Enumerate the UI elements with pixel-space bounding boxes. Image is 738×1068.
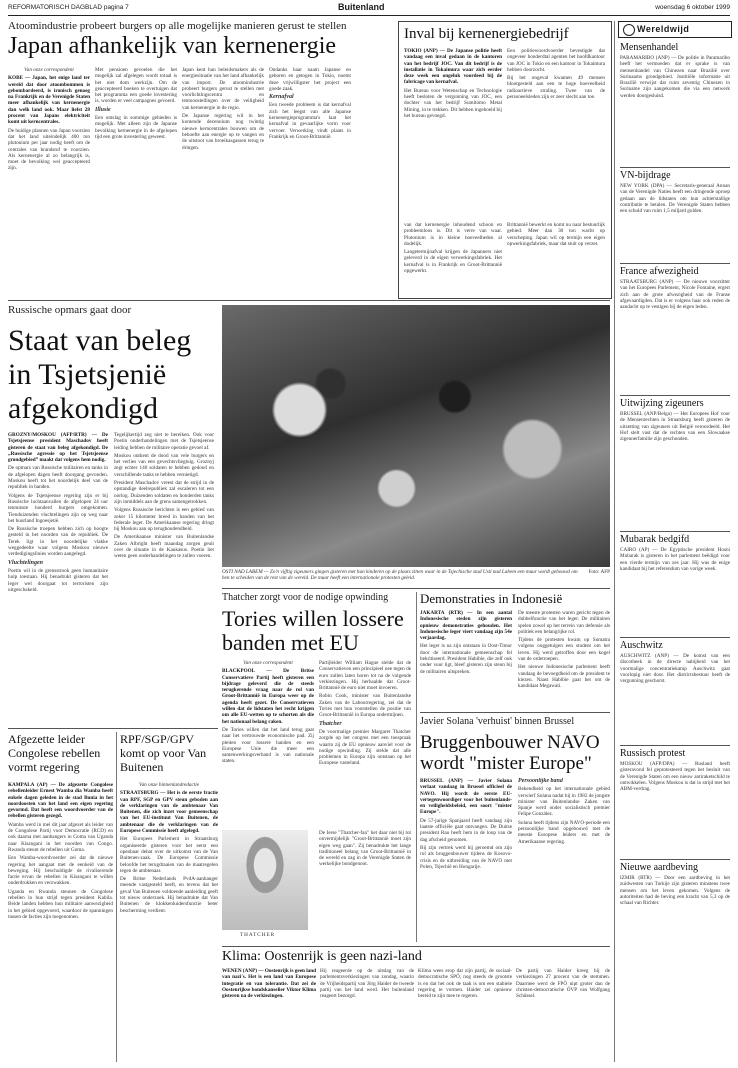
tsjetsjenie-headline: Staat van beleg in Tsjetsjenië afgekondigd: [8, 324, 192, 425]
column-divider: [416, 592, 417, 942]
japan-column-4: [269, 67, 351, 292]
indonesie-lead: JAKARTA (RTR) — In een aantal Indonesische steden zijn gisteren opnieuw demonstraties gehouden. Het Indonesische leger viert vandaag zijn 54e verjaardag.: [420, 610, 512, 642]
sidebar-item-text: NEW YORK (DPA) — Secretaris-generaal Annan van de Verenigde Naties heeft een dringende oproep gedaan aan de lidstaten om hun achterstallige contributie te betalen. De Verenigde Staten hebben een schuld van ruim 1,5 miljard gulden.: [620, 183, 730, 215]
tories-paragraph: Partijleider William Hague stelde dat de Conservatieven een principieel nee tegen de euro zullen laten horen tot na de volgende verkiezingen. Hij herhaalde dat Groot-Brittannië de euro niet moet invoeren.: [319, 660, 411, 692]
afgezette-paragraph: Uganda en Rwanda steunen de Congolese rebellen in hun strijd tegen president Kabila. Beide landen hebben hun militaire aanwezigheid in het gebied opgevoerd, waardoor de spanningen tussen de facties zijn toegenomen.: [8, 888, 113, 920]
tories-lead: BLACKPOOL — De Britse Conservatieve Partij heeft gisteren een bijdrage geleverd die de steeds terugkerende vraag naar de rol van Groot-Brittannië in Europa weer op de agenda heeft gezet. De Conservatieven willen dat de lidstaten het recht krijgen om alle EU-wetten op te schorten als die het nationaal belang raken.: [222, 668, 314, 725]
news-photo-gypsies: [222, 305, 610, 567]
klima-paragraph: Klima wees erop dat zijn partij, de sociaal-democratische SPÖ, nog steeds de grootste is en dat het ook de taak is om een stabiele regering te vormen. Haider zei opnieuw bereid te zijn mee te regeren.: [418, 968, 512, 1000]
sidebar-item-text: BRUSSEL (ANP/Belga) — Het Europees Hof voor de Mensenrechten in Straatsburg heeft gisteren de uitzetting van zigeuners uit België veroordeeld. Het Hof stelt vast dat de rechten van een Slowaakse zigeunerfamilie zijn geschonden.: [620, 411, 730, 443]
indonesie-paragraph: Tijdens de protesten kwam op Sumatra volgens ooggetuigen een student om het leven. Hij werd getroffen door een kogel van de ordetroepen.: [518, 637, 610, 663]
sidebar-divider-line: [620, 167, 730, 168]
rpf-byline: Van onze binnenlandredactie: [138, 782, 200, 788]
inval-column-2: [507, 48, 605, 203]
portrait-caption: THATCHER: [240, 932, 276, 938]
afgezette-paragraph: Wamba werd in mei dit jaar afgezet als leider van de Congolese Partij voor Democratie (RCD) en ook daarna met aanhangers in Goma van Uganda naar Kisangani in het noorden van Congo. Rwanda steunt de rebellen uit Goma.: [8, 821, 113, 853]
tories-subhead: Thatcher: [319, 720, 342, 727]
japan-paragraph: Met pensioen gevoelen die het mogelijk zal afgelegen wordt totaal is het niet dom werkzijn. Om de geaccepteerd boeken te overtuigen dat het programma een goede investering is, worden er veel campagnes gevoerd.: [95, 67, 177, 105]
japan-paragraph: Een omslag in sommige gebieden is mogelijk. Met alleen zijn de Japanse bevolking kernenergie in de afgelopen tijd een grote investering geweest.: [95, 115, 177, 140]
afgezette-lead: KAMPALA (AP) — De afgezette Congolese rebellenleider Ernest Wamba dia Wamba heeft enkele dagen geleden in de stad Bunia in het noordoosten van het land een eigen regering gevormd. Dat heeft een woordvoerder van de rebellen gisteren gezegd.: [8, 782, 113, 820]
photo-credit: Foto: AFP: [588, 569, 610, 575]
indonesie-paragraph: De meeste protesten waren gericht tegen de dubbelfunctie van het leger. De militairen spelen zowel op het terrein van defensie als politiek een belangrijke rol.: [518, 610, 610, 635]
japan-subhead: Illusie: [95, 106, 111, 113]
japan-column-2: [95, 67, 177, 292]
solana-paragraph: De 57-jarige Spanjaard heeft vandaag zijn laatste officiële gaat ontvangen. De Duitse president Rau heeft hem in de loop van de dag afscheid genomen.: [420, 817, 512, 843]
inval-headline: Inval bij kernenergiebedrijf: [404, 26, 569, 42]
klima-column-1: [222, 968, 316, 1062]
inval-column-3: [404, 222, 502, 294]
indonesie-column-1: [420, 610, 512, 708]
sidebar-item-title: VN-bijdrage: [620, 170, 671, 181]
klima-lead: WENEN (ANP) — Oostenrijk is geen land van nazi's. Het is een land van Europese integratie en van tolerantie. Dat zei de Oostenrijkse bondskanselier Viktor Klima gisteren na de verkiezingen.: [222, 968, 316, 1000]
japan-lead: KOBE — Japan, het enige land ter wereld dat door atoombommen is gebombardeerd, is ironisch genoeg na Frankrijk en de Verenigde Staten meer afhankelijk van kernenergie dan welk land ook. Maar liefst 28 procent van Japans elektriciteit komt uit kerncentrales.: [8, 75, 90, 126]
sidebar-item-text: STRAATSBURG (ANP) — De nieuwe voorzitter van het Europees Parlement, Nicole Fontaine, ergert zich aan de grote afwezigheid van de Franse afgevaardigden. Dat is er volgens haar ook reden de aandacht op te vestigen bij de eigen leden.: [620, 279, 730, 311]
tories-byline: Van onze correspondent: [243, 660, 293, 666]
section-divider: [222, 946, 610, 947]
sidebar-item-title: Nieuwe aardbeving: [620, 862, 699, 873]
rpf-lead: STRAATSBURG — Het is de eerste fractie van RPF, SGP en GPV steun geboden aan de verklaringen van de ambtenaar Van Buitenen, die zich inzet voor gemeenschap van het EU-instituut Van Buitenen, de ambtenaar die de verklaringen van de Europese Commissie heeft afgelegd.: [120, 790, 218, 835]
rpf-headline: RPF/SGP/GPV komt op voor Van Buitenen: [120, 732, 207, 774]
sidebar-item-text: PARAMARIBO (ANP) — De politie in Paramaribo heeft het vermoeden dat er sprake is van mensenhandel van Chinezen naar Brazilië over Surinaams grondgebied. Justitiële informatie uit Brazilië verwijst dat ruim zeventig Chinezen in Suriname zijn aangekomen die via een netwerk werden doorgesluisd.: [620, 55, 730, 99]
wereldwijd-logo: [618, 21, 732, 38]
globe-icon: [623, 24, 635, 36]
thatcher-portrait: [222, 830, 308, 930]
japan-headline: Japan afhankelijk van kernenergie: [8, 33, 337, 59]
klima-column-2: [320, 968, 414, 1062]
solana-subhead: Persoonlijke band: [518, 778, 563, 784]
tsjetsjenie-kicker: Russische opmars gaat door: [8, 304, 132, 316]
wereldwijd-label: Wereldwijd: [637, 24, 690, 34]
japan-column-3: [182, 67, 264, 292]
sidebar-item-text: CAIRO (AP) — De Egyptische president Hosni Mubarak is gisteren in het parlement beëdigd voor een vierde termijn van zes jaar. Hij was de enige kandidaat bij het referendum van vorige week.: [620, 547, 730, 572]
header-rule: [8, 15, 730, 16]
solana-column-1: [420, 778, 512, 942]
solana-paragraph: Solana heeft tijdens zijn NAVO-periode een persoonlijke band opgebouwd met de meeste Europese leiders en met de Amerikaanse regering.: [518, 819, 610, 845]
tsjetsjenie-paragraph: De Amerikaanse minister van Buitenlandse Zaken Albright heeft maandag zorgen geuit over de situatie in de Kaukasus. Poetin liet weten geen onderhandelingen te zullen voeren.: [114, 534, 214, 560]
page-header: [8, 4, 730, 14]
sidebar-item-title: Russisch protest: [620, 748, 686, 759]
rpf-paragraph: Het Europees Parlement in Straatsburg organiseerde gisteren voor het eerst een openbaar debat over de uitkomst van de Van Buitenen-zaak. De Europese Commissie beloofde het terugdraaien van de maatregelen tegen de ambtenaar.: [120, 836, 218, 874]
inval-paragraph: Bij het ongeval kwamen 49 mensen blootgesteld aan een te hoge hoeveelheid radioactieve straling. Twee van de personeelsleden zijn er zeer slecht aan toe.: [507, 75, 605, 101]
sidebar-divider-line: [620, 263, 730, 264]
sidebar-item-title: Mensenhandel: [620, 42, 679, 53]
tsjetsjenie-paragraph: Volgens de Tsjetsjeense regering zijn er bij Russische luchtaanvallen de afgelopen 24 uur tenminste honderd burgers omgekomen. Tienduizenden vluchtelingen zijn op weg naar het buurland Ingoesjetië.: [8, 492, 108, 524]
klima-column-3: [418, 968, 512, 1062]
sidebar-item-text: IZMIR (RTR) — Door een aardbeving in het zuidwesten van Turkije zijn gisteren minstens twee mensen om het leven gekomen. Volgens de autoriteiten had de beving een kracht van 5,3 op de schaal van Richter.: [620, 875, 730, 907]
afgezette-headline: Afgezette leider Congolese rebellen vormt regering: [8, 732, 101, 774]
tories-column-3: [319, 830, 411, 938]
japan-paragraph: Ondanks haar naam Japanse en geboren en getogen in Tokio, noemt deze vrijwilligster het project een goede zaak.: [269, 67, 351, 92]
indonesie-headline: Demonstraties in Indonesië: [420, 591, 563, 606]
tsjetsjenie-lead: GROZNY/MOSKOU (AFP/RTR) — De Tsjetsjeense president Maschadov heeft gisteren de staat van beleg afgekondigd. De „Russische agressie op het Tsjetsjeense grondgebied” maakt dat volgens hem nodig.: [8, 432, 108, 464]
indonesie-paragraph: Het nieuwe Indonesische parlement heeft vandaag de bevoegdheid om de president te kiezen. Naast Habibie gaat het om de kandidaat Megawati.: [518, 664, 610, 690]
japan-kicker: Atoomindustrie probeert burgers op alle mogelijke manieren gerust te stellen: [8, 20, 347, 32]
tories-column-1: [222, 660, 314, 826]
sidebar-divider-line: [620, 859, 730, 860]
tsjetsjenie-paragraph: Poetin wil in de grensstrook geen humanitaire hulp toestaan. Hij benadrukt gisteren dat het leger wel doorgaat tot terroristen zijn uitgeschakeld.: [8, 567, 108, 593]
sidebar-divider-line: [620, 745, 730, 746]
klima-column-4: [516, 968, 610, 1062]
inval-paragraph: Brittannië bewerkt en komt nu naar bestuurlijk gebied. Meer dan 30 ton wacht op verscheping. Japan wil op termijn een eigen opwerkingsfabriek, maar dat stuit op verzet.: [507, 222, 605, 247]
tories-paragraph: De Tories willen dat het land terug gaat naar het vertrouwde economische pad. Zij pleiten voor lossere banden en een Europese Unie die meer een samenwerkingsverband is van nationale staten.: [222, 726, 314, 765]
section-divider: [420, 712, 610, 713]
afgezette-paragraph: Een Wamba-woordvoerder zei dat de nieuwe regering het aangaat met de eenheid van de beweging. Hij beschuldigde de rivaliserende factie ervan de rebellen in Kisangani te willen onderdrukken en verzwakken.: [8, 855, 113, 887]
tories-headline: Tories willen lossere banden met EU: [222, 606, 404, 655]
rpf-column: [120, 782, 218, 1062]
solana-lead: BRUSSEL (ANP) — Javier Solana verlaat vandaag in Brussel officieel de NAVO. Hij wordt de eerste EU-vertegenwoordiger voor het buitenlands- en veiligheidsbeleid, een soort "mister Europe".: [420, 778, 512, 816]
inval-paragraph: Langetermijnafval krijgen de Japanners niet geleverd in de eigen verwerkingsfabriek. Het kernafval is in Frankrijk en Groot-Brittannië opgewerkt.: [404, 249, 502, 275]
sidebar-item-title: France afwezigheid: [620, 266, 699, 277]
section-divider: [8, 728, 218, 729]
japan-paragraph: De huidige plannen van Japan voorzien dat het land uiteindelijk 400 ton plutonium per jaar nodig heeft om de centrales van brandstof te voorzien. Als kernenergie al zo belangrijk is, moet de bevolking wel geaccepteerd zijn.: [8, 127, 90, 172]
newspaper-name: REFORMATORISCH DAGBLAD pagina 7: [8, 4, 129, 11]
section-title: Buitenland: [338, 2, 385, 12]
tories-kicker: Thatcher zorgt voor de nodige opwinding: [222, 592, 389, 603]
section-divider: [8, 300, 610, 301]
sidebar-item-title: Mubarak bedgifd: [620, 534, 690, 545]
photo-caption: OSTI NAD LABEM — Zo'n vijftig zigeuners gingen gisteren met hun kinderen op de plaats zitten waar in de Tsjechische stad Usti nad Labem een muur wordt gebouwd om hen te scheiden van de rest van de wereld. De muur heeft een internationale protesten geleid.: [222, 569, 578, 582]
solana-kicker: Javier Solana 'verhuist' binnen Brussel: [420, 716, 575, 727]
klima-paragraph: De partij van Haider kreeg bij de verkiezingen 27 procent van de stemmen. Daarmee werd de FPÖ nipt groter dan de christen-democratische ÖVP van Wolfgang Schüssel.: [516, 968, 610, 1000]
tories-column-2: [319, 660, 411, 826]
tsjetsjenie-paragraph: President Maschadov vreest dat de strijd in de opstandige deelrepubliek zal escaleren tot een oorlog. Duizenden soldaten en honderden tanks zijn inmiddels aan de grens samengetrokken.: [114, 480, 214, 505]
japan-paragraph: Japan kent hun beleidsmakers als de energiesituatie van het land afhankelijk van import. De atoomindustrie probeert burgers gerust te stellen met voorlichtingscentra en tentoonstellingen over de veiligheid van kernenergie in de regio.: [182, 67, 264, 111]
japan-column-1: [8, 67, 90, 292]
column-divider: [116, 732, 117, 1062]
indonesie-paragraph: Het leger is na zijn ontstaan in Oost-Timor door de internationale gemeenschap fel bekritiseerd. President Habibie, die zelf ook onder vuur ligt, bleef gisteren zijn steun bij de militairen uitspreken.: [420, 643, 512, 675]
japan-paragraph: Een tweede probleem is dat kernafval zich het leegst van alle Japanse kernenergieprogramma's laat het kernafval in gevaarlijke vorm voor vervoer. Verwerking vindt plaats in Frankrijk en Groot-Brittannië.: [269, 102, 351, 140]
tsjetsjenie-paragraph: Volgens Russische berichten is een gebied van zeker 15 kilometer breed in handen van het federale leger. De Amerikaanse regering dringt bij Moskou aan op terughoudendheid.: [114, 507, 214, 533]
page-date: woensdag 6 oktober 1999: [655, 4, 730, 11]
japan-paragraph: De Japanse regering wil in het komende decennium nog twintig nieuwe kerncentrales bouwen om de behoefte aan energie op te vangen en de uitstoot van broeikasgassen terug te dringen.: [182, 113, 264, 151]
tsjetsjenie-paragraph: De opmars van Russische militairen en tanks in de afgelopen dagen heeft doorgang gevonden. Moskou heeft tot het noordelijk deel van de republiek in handen.: [8, 465, 108, 491]
inval-paragraph: van dat kernenergie inhoudend schoon en probleemloos is. Dit is verre van waar. Plutonium is in kleine hoeveelheden al dodelijk.: [404, 222, 502, 247]
sidebar-item-title: Auschwitz: [620, 640, 663, 651]
sidebar-item-text: MOSKOU (AFP/DPA) — Rusland heeft gisteravond fel geprotesteerd tegen het besluit van de Verenigde Staten om een nieuw antiraketschild te ontwikkelen. Volgens Moskou is dat in strijd met het ABM-verdrag.: [620, 761, 730, 793]
sidebar-divider-line: [620, 395, 730, 396]
japan-byline: Van onze correspondent: [24, 67, 74, 73]
inval-paragraph: Het Bureau voor Wetenschap en Technologie heeft besloten de vergunning van JOC, een dochter van het bedrijf Sumitomo Metal Mining, in te trekken. Dit hebben ingehoeld bij het bureau gevoegd.: [404, 87, 502, 119]
inval-column-1: [404, 48, 502, 203]
tories-paragraph: De voormalige premier Margaret Thatcher zorgde op het congres met een toespraak waarin zij de EU opnieuw aanviel voor de nodige opwinding. Zij stelde dat alle problemen in Europa zijn ontstaan op het Europese vasteland.: [319, 728, 411, 767]
inval-column-4: [507, 222, 605, 294]
sidebar-item-text: AUSCHWITZ (ANP) — De komst van een discotheek in de directe nabijheid van het voormalige concentratiekamp Auschwitz gaat voorlopig niet door. Het districtsbestuur heeft de vergunning geschorst.: [620, 653, 730, 685]
indonesie-column-2: [518, 610, 610, 708]
tories-paragraph: Robin Cook, minister van Buitenlandse Zaken van de Labourregering, zei dat de Tories met hun voorstellen de positie van Groot-Brittannië in Europa ondermijnen.: [319, 693, 411, 719]
tsjetsjenie-paragraph: De Russische troepen hebben zich op hoogte gesteld in het noorden van de republiek. De Terek ligt in het noordelijke vlakke weggedeelte waar volgens Moskou nieuwe verdedigingslinies worden aangelegd.: [8, 526, 108, 558]
sidebar-divider-line: [620, 637, 730, 638]
inval-lead: TOKIO (ANP) — De Japanse politie heeft vandaag een inval gedaan in de kantoren van het bedrijf JOC. Van dit bedrijf is de installatie in Tokaimura waar zich eerder deze week een ongeluk voordeed bij de fabricage van kernafval.: [404, 48, 502, 86]
tsjetsjenie-paragraph: Tegelijkertijd zeg niet te bereiken. Ook voor Poetin onderhandelingen met de Tsjetsjeense leiding hebben de militaire operatie gevoel af.: [114, 432, 214, 451]
solana-paragraph: Bij zijn vertrek werd hij geroemd om zijn rol als bruggenbouwer tijdens de Kosovo-crisis en de uitbreiding van de NAVO met Polen, Tsjechië en Hongarije.: [420, 844, 512, 870]
tsjetsjenie-column-1: [8, 432, 108, 722]
tsjetsjenie-column-2: [114, 432, 214, 722]
sidebar-divider: [614, 21, 615, 1062]
tories-paragraph: De Ierse "Thatcher-fan" het daar niet bij tot onvermijdelijk "Groot-Brittannië moet zijn eigen weg gaan". Zij benadrukte het lange traditioneel belang van Groot-Brittannië in de wereld en zag in de Verenigde Staten de werkelijke bondgenoot.: [319, 830, 411, 868]
tsjetsjenie-subhead: Vluchtelingen: [8, 559, 44, 566]
solana-paragraph: Bekendheid op het internationale gebied verwierf Solana nadat hij in 1982 de jongste minister van Buitenlandse Zaken van Spanje werd onder socialistisch premier Felipe González.: [518, 786, 610, 818]
sidebar-item-title: Uitwijzing zigeuners: [620, 398, 704, 409]
solana-column-2: [518, 778, 610, 942]
rpf-paragraph: De Britse Nederlands PvdA-aanhanger meende vastgesteld heeft, en tevens dat het geval Van Buitenen voldoende aanleiding geeft tot nieuw onderzoek. Hij benadrukte dat Van Buitenen de klokkenluidersfunctie beter bescherming verdient.: [120, 876, 218, 914]
section-divider: [222, 588, 610, 589]
solana-headline: Bruggenbouwer NAVO wordt "mister Europe": [420, 732, 600, 774]
japan-subhead: Kernafval: [269, 94, 294, 101]
inval-paragraph: Een politiewoordvoerder bevestigde dat ongeveer honderdtal agenten het hoofdkantoor van JOC in Tokio en een kantoor in Tokaimura hebben doorzocht.: [507, 48, 605, 73]
sidebar-divider-line: [620, 531, 730, 532]
klima-paragraph: Hij reageerde op de uitslag van de parlementsverkiezingen van zondag, waarin de Vrijheidspartij van Jörg Haider de tweede partij van het land werd. Het buitenland reageert bezorgd.: [320, 968, 414, 1000]
klima-headline: Klima: Oostenrijk is geen nazi-land: [222, 949, 422, 964]
tsjetsjenie-paragraph: Moskou ontkent de dood van vele burgers en het verlies van een gevechtsvliegtuig. Groznyj zegt echter 140 soldaten te hebben gedood en verschillende tanks te hebben vernietigd.: [114, 452, 214, 478]
afgezette-column: [8, 782, 113, 1062]
